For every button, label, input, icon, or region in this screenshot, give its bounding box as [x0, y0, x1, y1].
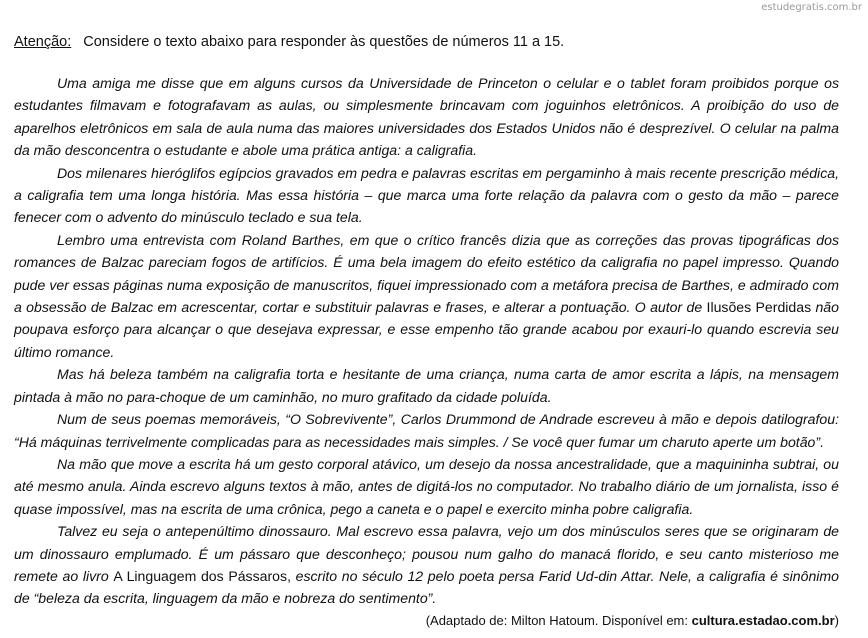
paragraph-6: Na mão que move a escrita há um gesto corporal atávico, um desejo da nossa ancestralidade, que a maquininha subtrai, ou até mesmo anula. Ainda escrevo alguns textos à mão, antes de digitá-los no computador. No trabalho diário de um jornalista, isso é quase impossível, mas na escrita de uma crônica, pego a caneta e o papel e exercito minha pobre caligrafia.	[14, 455, 839, 517]
paragraph-7-written: escrito	[290, 567, 338, 584]
source-suffix: )	[834, 612, 839, 628]
paragraph-4: Mas há beleza também na caligrafia torta e hesitante de uma criança, numa carta de amor escrita a lápis, na mensagem pintada à mão no para-choque de um caminhão, no muro grafitado da cidade poluída.	[14, 366, 839, 405]
document-page	[14, 34, 839, 628]
paragraph-3-tail: não poupava esforço para alcançar o que desejava expressar, e esse empenho tão grande acabou por exauri-lo quando escrevia seu último romance.	[14, 299, 839, 360]
instruction-heading	[14, 34, 839, 50]
instruction-text: Considere o texto abaixo para responder às questões de números 11 a 15.	[83, 34, 565, 50]
paragraph-1: Uma amiga me disse que em alguns cursos da Universidade de Princeton o celular e o tablet foram proibidos porque os estudantes filmavam e fotografavam as aulas, ou simplesmente brincavam com joguinhos eletrônicos. A proibição do uso de aparelhos eletrônicos em sala de aula numa das maiores universidades dos Estados Unidos não é desprezível. O celular na palma da mão desconcentra o estudante e abole uma prática antiga: a caligrafia.	[14, 75, 839, 159]
paragraph-7-tail: no século 12 pelo poeta persa Farid Ud-din Attar. Nele, a caligrafia é sinônimo de “beleza da escrita, linguagem da mão e nobreza do sentimento”.	[14, 567, 839, 607]
paragraph-5: Num de seus poemas memoráveis, “O Sobrevivente”, Carlos Drummond de Andrade escreveu à mão e depois datilografou: “Há máquinas terrivelmente complicadas para as necessidades mais simples. / Se você quer fumar um charuto aperte um botão”.	[14, 411, 839, 450]
attention-label: Atenção:	[14, 34, 72, 50]
book-title-ilusoes-perdidas: Ilusões Perdidas	[706, 299, 812, 316]
book-title-linguagem-passaros: A Linguagem dos Pássaros,	[113, 567, 291, 584]
paragraph-7-text: Talvez eu seja o antepenúltimo dinossauro. Mal escrevo essa palavra, vejo um dos minúsculos seres que se originaram de um dinossauro emplumado. É um pássaro que desconheço; pousou num galho do manacá florido, e seu canto misterioso me remete ao livro	[14, 523, 839, 584]
paragraph-3-text: Lembro uma entrevista com Roland Barthes, em que o crítico francês dizia que as correções das provas tipográficas dos romances de Balzac pareciam fogos de artifícios. É uma bela imagem do efeito estético da caligrafia no papel impresso. Quando pude ver essas páginas numa exposição de manuscritos, fiquei impressionado com a metáfora precisa de Barthes, e admirado com a obsessão de Balzac em acrescentar, cortar e substituir palavras e frases, e alterar a pontuação. O autor de	[14, 231, 839, 316]
source-site-link: cultura.estadao.com.br	[691, 612, 835, 628]
site-watermark: estudegratis.com.br	[761, 2, 862, 13]
paragraph-3	[14, 229, 839, 363]
source-prefix: (Adaptado de: Milton Hatoum. Disponível em:	[425, 612, 692, 628]
source-citation	[14, 613, 839, 628]
paragraph-7	[14, 520, 839, 610]
paragraph-2: Dos milenares hieróglifos egípcios gravados em pedra e palavras escritas em pergaminho à mais recente prescrição médica, a caligrafia tem uma longa história. Mas essa história – que marca uma forte relação da palavra com o gesto da mão – parece fenecer com o advento do minúsculo teclado e sua tela.	[14, 164, 839, 226]
